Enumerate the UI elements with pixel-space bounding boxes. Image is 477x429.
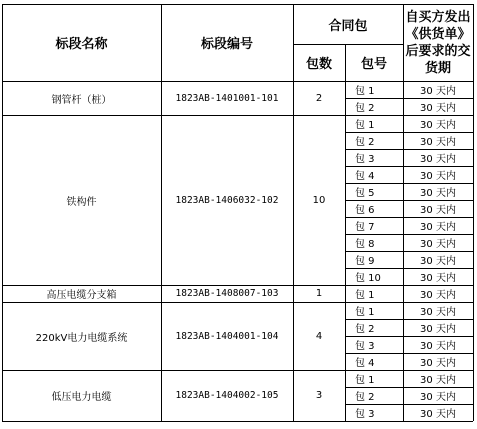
package-number: 包 8	[355, 239, 375, 250]
package-number: 包 2	[355, 392, 375, 403]
delivery-period: 30 天内	[420, 239, 456, 250]
header-contract-package: 合同包	[328, 18, 368, 34]
header-delivery-period: 自买方发出《供货单》后要求的交货期	[405, 9, 471, 76]
row-divider	[345, 200, 473, 201]
package-number: 包 9	[355, 256, 375, 267]
package-number: 包 10	[355, 273, 381, 284]
package-number: 包 3	[355, 409, 375, 420]
header-package-count: 包数	[305, 57, 332, 72]
row-divider	[345, 404, 473, 405]
delivery-period: 30 天内	[420, 205, 456, 216]
row-divider	[345, 149, 473, 150]
package-number: 包 4	[355, 358, 375, 369]
row-divider	[345, 387, 473, 388]
section-code: 1823AB-1406032-102	[175, 194, 279, 206]
column-divider	[2, 4, 3, 421]
section-code: 1823AB-1401001-101	[175, 92, 279, 104]
header-mid-line	[293, 44, 403, 45]
section-code: 1823AB-1404001-104	[175, 330, 279, 342]
delivery-period: 30 天内	[420, 392, 456, 403]
row-divider	[345, 217, 473, 218]
header-section-name: 标段名称	[55, 37, 108, 52]
section-name: 高压电缆分支箱	[46, 290, 117, 301]
column-divider	[161, 4, 162, 421]
package-number: 包 2	[355, 103, 375, 114]
delivery-period: 30 天内	[420, 154, 456, 165]
row-divider	[345, 132, 473, 133]
delivery-period: 30 天内	[420, 358, 456, 369]
package-number: 包 5	[355, 188, 375, 199]
section-name: 铁构件	[66, 196, 97, 208]
delivery-period: 30 天内	[420, 256, 456, 267]
package-number: 包 1	[355, 375, 375, 386]
row-divider	[345, 336, 473, 337]
package-count: 3	[315, 390, 323, 401]
package-number: 包 1	[355, 86, 375, 97]
row-divider	[345, 98, 473, 99]
delivery-period: 30 天内	[420, 188, 456, 199]
row-divider	[345, 183, 473, 184]
row-divider	[345, 319, 473, 320]
delivery-period: 30 天内	[420, 341, 456, 352]
column-divider	[345, 44, 346, 421]
section-name: 低压电力电缆	[51, 392, 112, 403]
package-number: 包 1	[355, 290, 375, 301]
package-number: 包 6	[355, 205, 375, 216]
row-divider	[345, 268, 473, 269]
section-name: 钢管杆（桩）	[51, 94, 112, 106]
package-number: 包 4	[355, 171, 375, 182]
delivery-period: 30 天内	[420, 324, 456, 335]
section-divider	[2, 421, 473, 422]
package-number: 包 1	[355, 120, 375, 131]
delivery-period: 30 天内	[420, 290, 456, 301]
package-number: 包 1	[355, 307, 375, 318]
row-divider	[345, 166, 473, 167]
package-number: 包 2	[355, 324, 375, 335]
package-count: 2	[315, 92, 323, 104]
row-divider	[345, 251, 473, 252]
row-divider	[345, 234, 473, 235]
column-divider	[293, 4, 294, 421]
row-divider	[345, 353, 473, 354]
package-count: 10	[312, 194, 326, 206]
delivery-period: 30 天内	[420, 171, 456, 182]
package-number: 包 3	[355, 341, 375, 352]
package-number: 包 2	[355, 137, 375, 148]
delivery-period: 30 天内	[420, 375, 456, 386]
delivery-period: 30 天内	[420, 137, 456, 148]
section-code: 1823AB-1404002-105	[175, 390, 279, 401]
header-package-number: 包号	[360, 57, 387, 72]
delivery-period: 30 天内	[420, 409, 456, 420]
package-number: 包 7	[355, 222, 375, 233]
delivery-period: 30 天内	[420, 103, 456, 114]
section-code: 1823AB-1408007-103	[175, 288, 279, 299]
delivery-period: 30 天内	[420, 120, 456, 131]
delivery-period: 30 天内	[420, 86, 456, 97]
column-divider	[473, 4, 474, 421]
column-divider	[403, 4, 404, 421]
delivery-period: 30 天内	[420, 307, 456, 318]
delivery-period: 30 天内	[420, 273, 456, 284]
package-count: 1	[315, 288, 323, 299]
package-number: 包 3	[355, 154, 375, 165]
delivery-period: 30 天内	[420, 222, 456, 233]
section-name: 220kV电力电缆系统	[35, 332, 128, 344]
header-section-code: 标段编号	[200, 37, 253, 52]
package-count: 4	[315, 330, 323, 342]
